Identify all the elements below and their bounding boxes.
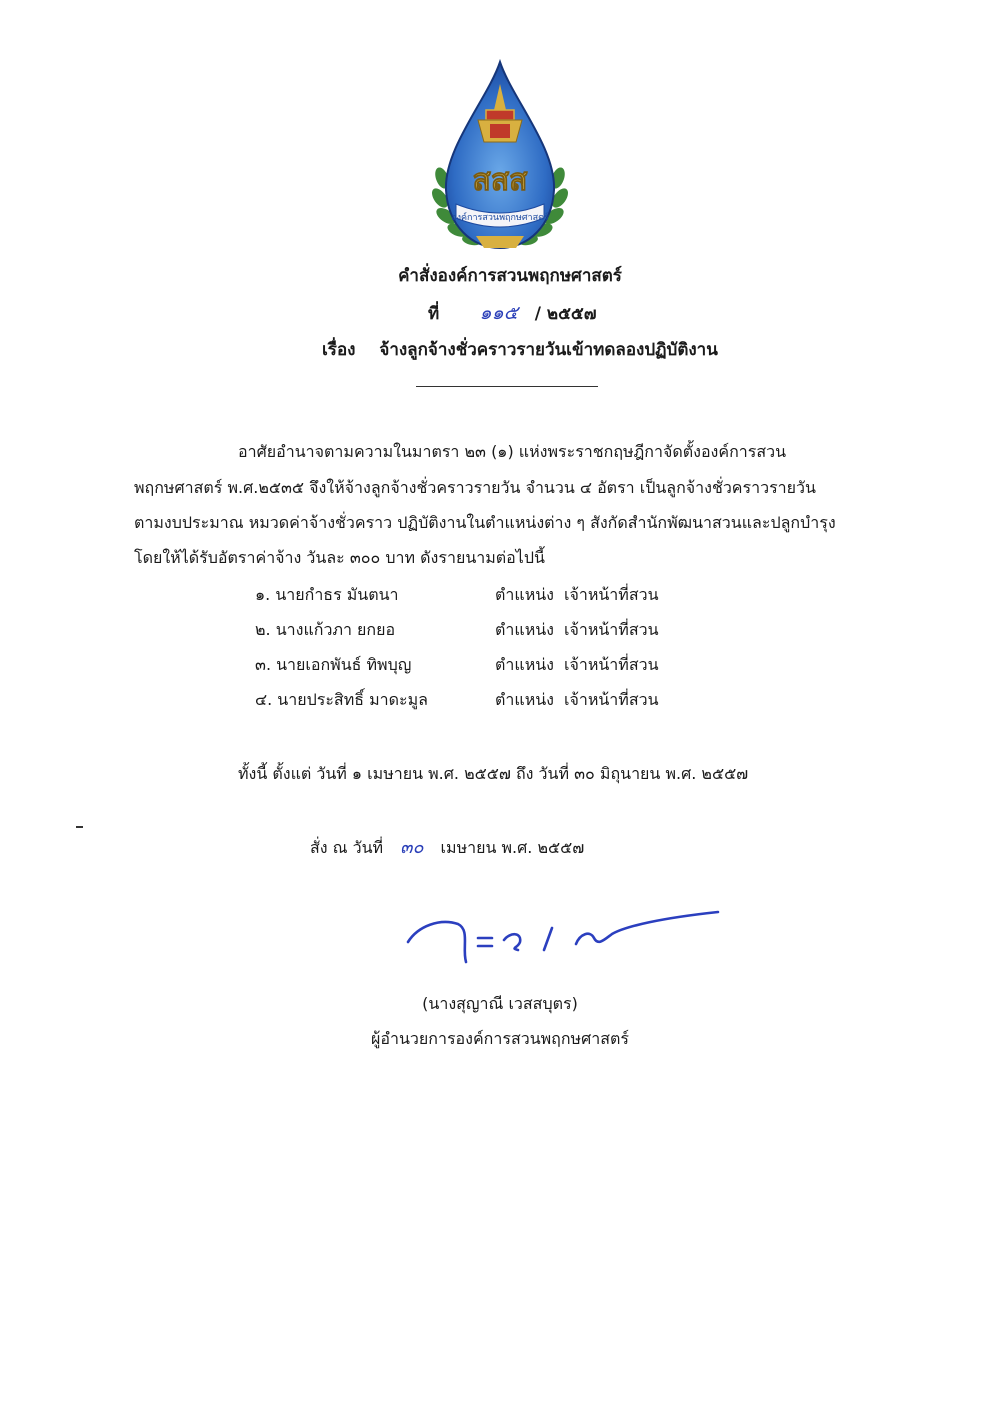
document-title: คำสั่งองค์การสวนพฤกษศาสตร์ [398,266,622,286]
employee-position: เจ้าหน้าที่สวน [563,585,659,604]
employee-name: ๔. นายประสิทธิ์ มาดะมูล [255,690,428,709]
employee-name: ๑. นายกำธร มันตนา [255,585,399,604]
order-number-line [428,298,597,328]
body-line-3: ตามงบประมาณ หมวดค่าจ้างชั่วคราว ปฏิบัติงานในตำแหน่งต่าง ๆ สังกัดสำนักพัฒนาสวนและปลูกบำรุง [134,513,836,532]
employee-name: ๒. นางแก้วภา ยกยอ [255,620,396,639]
body-line-2: พฤกษศาสตร์ พ.ศ.๒๕๓๕ จึงให้จ้างลูกจ้างชั่วคราวรายวัน จำนวน ๔ อัตรา เป็นลูกจ้างชั่วคราวรายวัน [134,478,816,497]
list-item [255,578,715,613]
employee-name: ๓. นายเอกพันธ์ ทิพบุญ [255,655,412,674]
organization-emblem [420,58,580,258]
position-label: ตำแหน่ง [495,690,554,709]
ordered-on-line [310,832,584,861]
ordered-on-prefix: สั่ง ณ วันที่ [310,838,384,857]
employee-list [255,578,715,718]
position-label: ตำแหน่ง [495,620,554,639]
subject-line [322,336,718,363]
ordered-on-rest: เมษายน พ.ศ. ๒๕๕๗ [440,838,585,857]
employee-position: เจ้าหน้าที่สวน [563,655,659,674]
handwritten-signature [400,904,730,966]
list-item [255,613,715,648]
body-line-4: โดยให้ได้รับอัตราค่าจ้าง วันละ ๓๐๐ บาท ดังรายนามต่อไปนี้ [134,548,545,567]
emblem-banner-text: องค์การสวนพฤกษศาสตร์ [451,213,549,223]
employee-position: เจ้าหน้าที่สวน [563,690,659,709]
list-item [255,683,715,718]
body-line-1: อาศัยอำนาจตามความในมาตรา ๒๓ (๑) แห่งพระราชกฤษฎีกาจัดตั้งองค์การสวน [238,442,787,461]
position-label: ตำแหน่ง [495,655,554,674]
order-year: / ๒๕๕๗ [534,304,597,324]
subject-label: เรื่อง [322,340,356,360]
ordered-on-day: ๓๐ [400,837,424,858]
employee-position: เจ้าหน้าที่สวน [563,620,659,639]
scan-speck [76,826,83,828]
emblem-monogram: สสส [472,163,528,198]
position-label: ตำแหน่ง [495,585,554,604]
signer-title: ผู้อำนวยการองค์การสวนพฤกษศาสตร์ [371,1029,629,1048]
order-prefix: ที่ [428,304,440,324]
signer-name: (นางสุญาณี เวสสบุตร) [422,994,578,1013]
order-number: ๑๑๕ [479,302,519,324]
subject-text: จ้างลูกจ้างชั่วคราวรายวันเข้าทดลองปฏิบัติงาน [379,340,718,360]
effective-period: ทั้งนี้ ตั้งแต่ วันที่ ๑ เมษายน พ.ศ. ๒๕๕๗ ถึง วันที่ ๓๐ มิถุนายน พ.ศ. ๒๕๕๗ [238,764,749,783]
header-divider [416,386,598,387]
list-item [255,648,715,683]
